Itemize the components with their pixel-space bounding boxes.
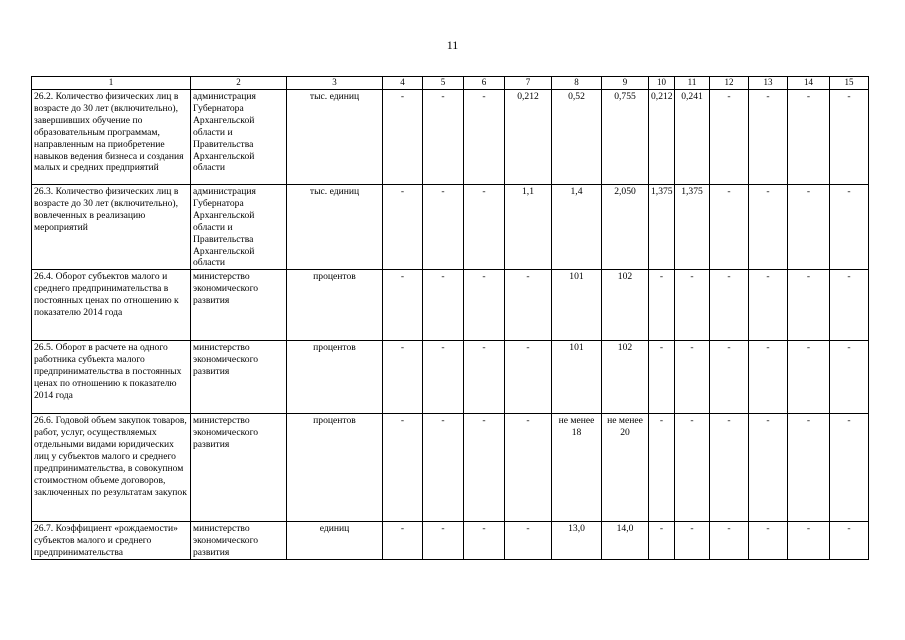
unit-cell: процентов [287,414,383,522]
value-cell: - [464,270,505,341]
value-cell: - [649,522,675,560]
value-cell: - [464,522,505,560]
value-cell: - [383,185,423,270]
indicator-cell: 26.7. Коэффициент «рождаемости» субъектов малого и среднего предпринимательства [32,522,191,560]
responsible-cell: администрация Губернатора Архангельской области и Правительства Архангельской области [191,185,287,270]
column-header: 6 [464,77,505,90]
value-cell: - [710,270,749,341]
table-row [32,522,869,560]
value-cell: - [675,414,710,522]
value-cell: - [830,270,869,341]
value-cell: 1,4 [552,185,602,270]
value-cell: - [749,522,788,560]
value-cell: - [788,270,830,341]
value-cell: - [788,341,830,414]
value-cell: 101 [552,270,602,341]
value-cell: 0,241 [675,90,710,185]
column-number-row [32,77,869,90]
value-cell: - [749,90,788,185]
value-cell: - [830,185,869,270]
value-cell: - [788,185,830,270]
value-cell: - [423,341,464,414]
value-cell: - [383,270,423,341]
responsible-cell: администрация Губернатора Архангельской области и Правительства Архангельской области [191,90,287,185]
value-cell: - [675,270,710,341]
responsible-cell: министерство экономического развития [191,270,287,341]
indicator-cell: 26.2. Количество физических лиц в возрасте до 30 лет (включительно), завершивших обучение по образовательным программам, направленным на приобретение навыков ведения бизнеса и создания малых и средних предприятий [32,90,191,185]
value-cell: - [464,414,505,522]
responsible-cell: министерство экономического развития [191,414,287,522]
column-header: 5 [423,77,464,90]
value-cell: 0,212 [505,90,552,185]
value-cell: - [423,270,464,341]
value-cell: - [710,90,749,185]
responsible-cell: министерство экономического развития [191,341,287,414]
value-cell: - [505,341,552,414]
value-cell: - [710,522,749,560]
page-number: 11 [446,38,459,52]
value-cell: не менее 20 [602,414,649,522]
value-cell: - [383,414,423,522]
unit-cell: процентов [287,341,383,414]
value-cell: - [830,522,869,560]
value-cell: 13,0 [552,522,602,560]
responsible-cell: министерство экономического развития [191,522,287,560]
indicators-table [31,76,869,560]
indicator-cell: 26.4. Оборот субъектов малого и среднего предпринимательства в постоянных ценах по отношению к показателю 2014 года [32,270,191,341]
value-cell: - [675,522,710,560]
value-cell: - [505,270,552,341]
value-cell: - [830,90,869,185]
value-cell: - [749,414,788,522]
value-cell: - [505,522,552,560]
value-cell: 102 [602,341,649,414]
indicator-cell: 26.6. Годовой объем закупок товаров, работ, услуг, осуществляемых отдельными видами юридических лиц у субъектов малого и среднего предпринимательства, в совокупном стоимостном объеме договоров, заключенных по результатам закупок [32,414,191,522]
unit-cell: процентов [287,270,383,341]
value-cell: - [649,341,675,414]
indicator-cell: 26.5. Оборот в расчете на одного работника субъекта малого предпринимательства в постоянных ценах по отношению к показателю 2014 года [32,341,191,414]
value-cell: - [423,414,464,522]
value-cell: - [464,185,505,270]
value-cell: 0,212 [649,90,675,185]
unit-cell: тыс. единиц [287,90,383,185]
indicator-cell: 26.3. Количество физических лиц в возрасте до 30 лет (включительно), вовлеченных в реализацию мероприятий [32,185,191,270]
value-cell: - [710,341,749,414]
value-cell: - [423,522,464,560]
value-cell: - [710,185,749,270]
value-cell: - [710,414,749,522]
value-cell: - [749,270,788,341]
column-header: 8 [552,77,602,90]
table-row [32,270,869,341]
value-cell: - [788,90,830,185]
table-row [32,90,869,185]
value-cell: - [505,414,552,522]
value-cell: - [749,341,788,414]
column-header: 15 [830,77,869,90]
value-cell: - [464,90,505,185]
value-cell: - [423,90,464,185]
column-header: 2 [191,77,287,90]
table-row [32,341,869,414]
value-cell: - [464,341,505,414]
column-header: 12 [710,77,749,90]
value-cell: 102 [602,270,649,341]
column-header: 9 [602,77,649,90]
value-cell: - [383,90,423,185]
value-cell: - [383,341,423,414]
value-cell: 101 [552,341,602,414]
unit-cell: единиц [287,522,383,560]
column-header: 4 [383,77,423,90]
column-header: 1 [32,77,191,90]
table-row [32,414,869,522]
table-row [32,185,869,270]
value-cell: 1,375 [649,185,675,270]
value-cell: - [830,341,869,414]
value-cell: 0,52 [552,90,602,185]
column-header: 10 [649,77,675,90]
value-cell: - [749,185,788,270]
value-cell: - [649,414,675,522]
value-cell: 1,375 [675,185,710,270]
value-cell: - [788,414,830,522]
column-header: 13 [749,77,788,90]
column-header: 3 [287,77,383,90]
column-header: 7 [505,77,552,90]
column-header: 11 [675,77,710,90]
value-cell: не менее 18 [552,414,602,522]
value-cell: - [675,341,710,414]
value-cell: - [383,522,423,560]
unit-cell: тыс. единиц [287,185,383,270]
value-cell: - [423,185,464,270]
value-cell: - [830,414,869,522]
value-cell: 0,755 [602,90,649,185]
value-cell: 2,050 [602,185,649,270]
value-cell: - [788,522,830,560]
column-header: 14 [788,77,830,90]
value-cell: - [649,270,675,341]
value-cell: 1,1 [505,185,552,270]
value-cell: 14,0 [602,522,649,560]
